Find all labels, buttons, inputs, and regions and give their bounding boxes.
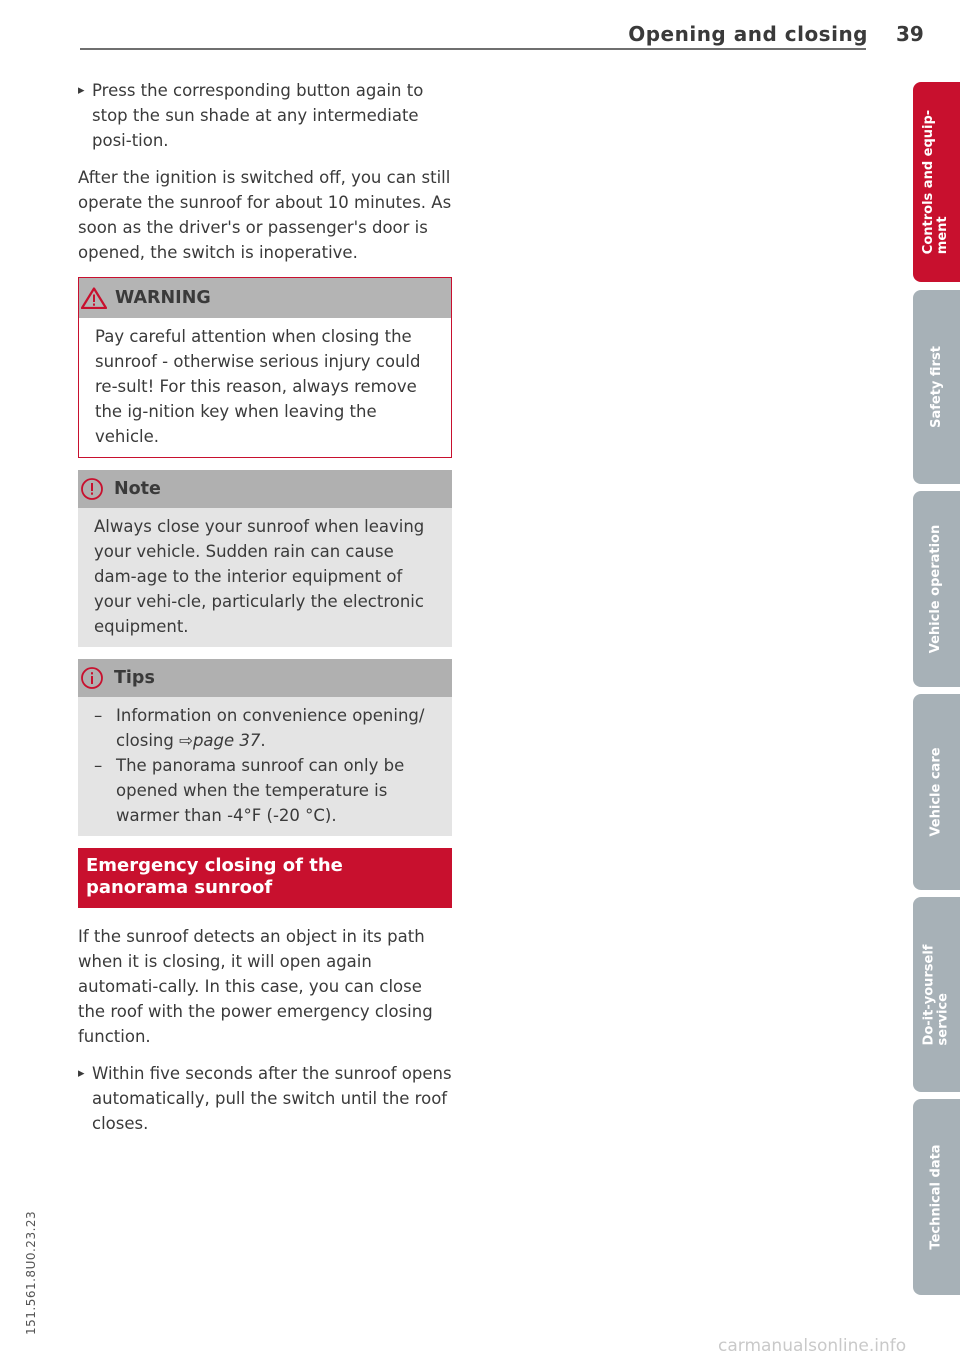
paragraph-emergency: If the sunroof detects an object in its path when it is closing, it will open again automati-cally. In this case, you can close the roof with the power emergency closing function. <box>78 927 433 1046</box>
tips-header <box>78 659 452 697</box>
tips-box <box>78 659 452 836</box>
header-rule <box>80 48 866 50</box>
tips-item-convenience <box>94 703 438 753</box>
tips-item-text: Information on convenience opening/ closing <box>116 706 425 750</box>
exclamation-circle-icon <box>80 477 104 501</box>
note-text: Always close your sunroof when leaving your vehicle. Sudden rain can cause dam-age to the interior equipment of your vehi-cle, particularly the electronic equipment. <box>94 517 425 636</box>
paragraph-ignition-off: After the ignition is switched off, you can still operate the sunroof for about 10 minutes. As soon as the driver's or passenger's door is opened, the switch is inoperative. <box>78 168 452 262</box>
watermark: carmanualsonline.info <box>718 1336 907 1356</box>
note-title: Note <box>114 478 161 499</box>
tab-label: Vehicle care <box>928 747 944 837</box>
tips-item-temperature: – The panorama sunroof can only be opened when the temperature is warmer than -4°F (-20 °C). <box>94 753 438 828</box>
running-header-title: Opening and closing <box>628 22 868 46</box>
tips-item-period: . <box>260 731 266 750</box>
sidebar-tab-do-it-yourself[interactable] <box>913 897 960 1092</box>
info-circle-icon <box>80 666 104 690</box>
tab-label: Controls and equip- ment <box>921 109 951 255</box>
note-header <box>78 470 452 508</box>
instruction-step: ▸ Within five seconds after the sunroof opens automatically, pull the switch until the roof closes. <box>78 1061 452 1136</box>
sidebar-tab-vehicle-operation[interactable] <box>913 491 960 687</box>
arrow-right-icon: ⇨ <box>179 731 193 750</box>
sidebar-tab-technical-data[interactable] <box>913 1099 960 1295</box>
sidebar-tab-vehicle-care[interactable] <box>913 694 960 890</box>
warning-body <box>79 318 451 457</box>
document-code: 151.561.8U0.23.23 <box>24 1210 38 1335</box>
page-reference-text: page 37 <box>192 731 261 750</box>
instruction-step: ▸ Press the corresponding button again to stop the sun shade at any intermediate posi-tion. <box>78 78 452 153</box>
sidebar-tab-safety[interactable] <box>913 290 960 484</box>
section-heading: Emergency closing of the panorama sunroof <box>78 848 452 908</box>
tab-label: Do-it-yourself service <box>921 944 951 1045</box>
main-column <box>78 78 452 1148</box>
tips-body <box>78 697 452 836</box>
warning-box <box>78 277 452 458</box>
warning-text: Pay careful attention when closing the sunroof - otherwise serious injury could re-sult! For this reason, always remove the ig-nition key when leaving the vehicle. <box>95 327 421 446</box>
note-body <box>78 508 452 647</box>
tab-label: Safety first <box>928 346 944 428</box>
warning-triangle-icon <box>81 287 107 309</box>
warning-header <box>79 278 451 318</box>
tab-label: Technical data <box>928 1144 944 1250</box>
tab-label: Vehicle operation <box>928 524 944 654</box>
page-reference-link[interactable] <box>179 731 260 750</box>
tips-title: Tips <box>114 667 155 688</box>
note-box <box>78 470 452 647</box>
sidebar-tab-controls[interactable] <box>913 82 960 282</box>
page-number: 39 <box>896 22 924 46</box>
warning-title: WARNING <box>115 287 211 308</box>
